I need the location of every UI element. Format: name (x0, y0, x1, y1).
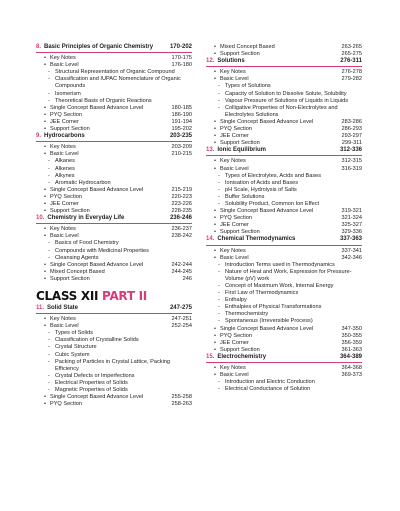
chapter-number: 13. (206, 147, 215, 154)
entry-pages: 191-194 (171, 118, 192, 125)
chapter-title: Chemical Thermodynamics (217, 236, 296, 243)
chapter-heading (206, 147, 362, 156)
class-heading (36, 289, 192, 303)
entry-title: • Key Notes (36, 55, 168, 62)
toc-entry (36, 151, 192, 158)
subtopic: - Classification and IUPAC Nomenclature of Organic Compounds (36, 76, 192, 90)
entry-title: • PYQ Section (206, 215, 338, 222)
left-column (36, 44, 192, 408)
chapter-heading (206, 236, 362, 245)
entry-title: • Mixed Concept Based (36, 269, 168, 276)
entry-title: • Support Section (36, 126, 168, 133)
subtopic: - Basics of Food Chemistry (36, 240, 192, 247)
toc-entry (36, 62, 192, 69)
chapter-pages: 247-275 (169, 305, 192, 311)
entry-pages: 312-315 (341, 158, 362, 165)
entry-pages: 361-363 (341, 346, 362, 353)
chapter-pages: 236-246 (169, 215, 192, 222)
entry-title: • Support Section (36, 208, 168, 215)
chapter-number: 12. (206, 58, 215, 65)
subtopic: - Alkenes (36, 166, 192, 173)
entry-pages: 228-235 (171, 208, 192, 215)
subtopic: - Types of Solutions (206, 83, 362, 90)
entry-title: • PYQ Section (36, 112, 168, 119)
entry-pages: 299-311 (341, 140, 362, 147)
toc-entry (36, 226, 192, 233)
entry-pages: 236-237 (171, 226, 192, 233)
toc-entry (36, 233, 192, 240)
entry-title: • Basic Level (206, 166, 338, 173)
toc-entry (206, 158, 362, 165)
chapter-10 (36, 215, 192, 283)
entry-pages: 316-319 (341, 165, 362, 172)
entry-pages: 321-324 (341, 215, 362, 222)
entry-title: • Single Concept Based Advance Level (206, 208, 338, 215)
subtopic: - Colligative Properties of Non-Electrolytes and Electrolytes Solutions (206, 105, 362, 119)
entry-pages: 325-327 (341, 222, 362, 229)
chapter-pages: 170-202 (169, 44, 192, 50)
entry-pages: 364-368 (341, 365, 362, 372)
chapter-pages: 337-363 (339, 236, 362, 243)
entry-title: • Basic Level (206, 255, 338, 262)
subtopic: - Structural Representation of Organic Compound (36, 69, 192, 76)
toc-entry (206, 372, 362, 379)
subtopic: - Compounds with Medicinal Properties (36, 248, 192, 255)
toc-entry (36, 394, 192, 401)
chapter-title: Chemistry in Everyday Life (47, 215, 125, 222)
toc-entry (36, 187, 192, 194)
subtopic: - Cubic System (36, 352, 192, 359)
chapter-title: Solid State (47, 305, 79, 311)
entry-title: • Single Concept Based Advance Level (36, 105, 168, 112)
entry-title: • Support Section (206, 229, 338, 236)
toc-entry (206, 333, 362, 340)
chapter-pages: 276-311 (340, 58, 362, 65)
toc-entry (206, 208, 362, 215)
subtopic: - Types of Solids (36, 330, 192, 337)
entry-title: • Basic Level (206, 76, 338, 83)
subtopic: - Electrical Conductance of Solution (206, 386, 362, 393)
chapter-pages: 203-235 (169, 133, 192, 140)
toc-entry (206, 255, 362, 262)
subtopic: - Vapour Pressure of Solutions of Liquids in Liquids (206, 98, 362, 105)
entry-title: • Single Concept Based Advance Level (36, 394, 168, 401)
toc-entry (206, 326, 362, 333)
entry-title: • Key Notes (36, 316, 168, 323)
toc-entry (206, 166, 362, 173)
entry-pages: 220-223 (171, 193, 192, 200)
chapter-pages: 364-389 (339, 353, 362, 360)
toc-entry (36, 262, 192, 269)
entry-pages: 210-215 (171, 151, 192, 158)
entry-title: • Key Notes (36, 144, 168, 151)
chapter-11 (36, 305, 192, 408)
subtopic: - Crystal Structure (36, 344, 192, 351)
chapter-8 (36, 44, 192, 133)
right-column (206, 44, 362, 393)
toc-entry (206, 229, 362, 236)
entry-title: • JEE Corner (36, 119, 168, 126)
entry-title: • Basic Level (206, 372, 338, 379)
toc-entry (206, 126, 362, 133)
chapter-15 (206, 354, 362, 393)
toc-entry (206, 215, 362, 222)
entry-pages: 350-355 (341, 332, 362, 339)
toc-entry (206, 347, 362, 354)
toc-entry (36, 208, 192, 215)
toc-entry (206, 140, 362, 147)
entry-pages: 170-175 (171, 55, 192, 62)
toc-entry (206, 51, 362, 58)
entry-pages: 247-251 (171, 316, 192, 323)
chapter-number: 14. (206, 236, 215, 243)
entry-pages: 329-336 (341, 229, 362, 236)
subtopic: - pH Scale, Hydrolysis of Salts (206, 187, 362, 194)
subtopic: - First Law of Thermodynamics (206, 290, 362, 297)
toc-entry (206, 248, 362, 255)
toc-entry (36, 323, 192, 330)
entry-pages: 276-278 (341, 69, 362, 76)
entry-title: • JEE Corner (206, 222, 338, 229)
entry-title: • Basic Level (36, 62, 168, 69)
chapter-pages: 312-336 (339, 147, 362, 154)
chapter-14 (206, 236, 362, 354)
entry-pages: 265-275 (341, 51, 362, 58)
entry-title: • Support Section (206, 140, 339, 147)
toc-entry (206, 119, 362, 126)
toc-entry (206, 69, 362, 76)
entry-pages: 342-346 (341, 254, 362, 261)
entry-title: • JEE Corner (206, 340, 338, 347)
entry-pages: 347-350 (341, 325, 362, 332)
entry-pages: 176-180 (171, 62, 192, 69)
toc-entry (36, 201, 192, 208)
subtopic: - Thermochemistry (206, 311, 362, 318)
entry-title: • Key Notes (206, 248, 338, 255)
entry-pages: 244-245 (171, 268, 192, 275)
entry-title: • Mixed Concept Based (206, 44, 338, 51)
toc-entry (206, 133, 362, 140)
chapter-heading (206, 58, 362, 67)
subtopic: - Alkanes (36, 158, 192, 165)
subtopic: - Electrical Properties of Solids (36, 380, 192, 387)
subtopic: - Capacity of Solution to Dissolve Solute, Solubility (206, 91, 362, 98)
entry-pages: 246 (182, 275, 192, 282)
entry-title: • Single Concept Based Advance Level (206, 326, 338, 333)
toc-entry (36, 55, 192, 62)
toc-entry (36, 316, 192, 323)
toc-entry (206, 365, 362, 372)
subtopic: - Classification of Crystalline Solids (36, 337, 192, 344)
toc-entry (206, 44, 362, 51)
toc-entry (36, 276, 192, 283)
chapter-number: 8. (36, 44, 42, 50)
entry-title: • Basic Level (36, 323, 168, 330)
entry-pages: 293-297 (341, 133, 362, 140)
chapter-number: 9. (36, 133, 42, 140)
subtopic: - Theoretical Basis of Organic Reactions (36, 98, 192, 105)
chapter-title: Basic Principles of Organic Chemistry (44, 44, 154, 50)
entry-pages: 356-359 (341, 339, 362, 346)
entry-title: • Key Notes (206, 365, 338, 372)
chapter-heading (206, 354, 362, 363)
entry-pages: 223-226 (171, 200, 192, 207)
subtopic: - Alkynes (36, 173, 192, 180)
subtopic: - Isomerism (36, 91, 192, 98)
chapter-12 (206, 58, 362, 147)
entry-title: • Support Section (206, 51, 338, 58)
entry-title: • JEE Corner (206, 133, 338, 140)
toc-entry (36, 119, 192, 126)
entry-pages: 286-293 (341, 126, 362, 133)
toc-entry (36, 105, 192, 112)
chapter-heading (36, 133, 192, 142)
entry-pages: 252-254 (171, 323, 192, 330)
chapter-heading (36, 44, 192, 53)
entry-pages: 242-244 (171, 261, 192, 268)
toc-entry (36, 126, 192, 133)
subtopic: - Buffer Solutions (206, 194, 362, 201)
subtopic: - Aromatic Hydrocarbon (36, 180, 192, 187)
chapter-title: Ionic Equilibrium (217, 147, 267, 154)
entry-pages: 195-202 (171, 126, 192, 133)
subtopic: - Enthalpies of Physical Transformations (206, 304, 362, 311)
chapter-title: Hydrocarbons (44, 133, 85, 140)
entry-title: • Single Concept Based Advance Level (206, 119, 338, 126)
chapter-11-continued (206, 44, 362, 58)
subtopic: - Solubility Product, Common Ion Effect (206, 201, 362, 208)
entry-pages: 180-185 (171, 104, 192, 111)
entry-pages: 203-209 (171, 144, 192, 151)
entry-title: • Support Section (36, 276, 180, 283)
entry-pages: 263-265 (341, 44, 362, 50)
entry-title: • Key Notes (36, 226, 168, 233)
entry-pages: 319-321 (341, 208, 362, 215)
toc-entry (36, 194, 192, 201)
subtopic: - Packing of Particles in Crystal Lattice, Packing Efficiency (36, 359, 192, 373)
chapter-number: 11. (36, 305, 45, 311)
entry-title: • Single Concept Based Advance Level (36, 187, 168, 194)
toc-entry (36, 144, 192, 151)
toc-entry (36, 112, 192, 119)
entry-title: • Key Notes (206, 158, 338, 165)
entry-title: • Support Section (206, 347, 338, 354)
class-label: CLASS XII (36, 289, 99, 303)
subtopic: - Introduction and Electric Conduction (206, 379, 362, 386)
toc-entry (36, 401, 192, 408)
entry-title: • PYQ Section (206, 333, 338, 340)
subtopic: - Crystal Defects or Imperfections (36, 373, 192, 380)
entry-title: • PYQ Section (36, 401, 168, 408)
chapter-13 (206, 147, 362, 236)
chapter-title: Solutions (217, 58, 245, 65)
part-label: PART II (102, 289, 147, 303)
entry-pages: 238-242 (171, 233, 192, 240)
entry-title: • JEE Corner (36, 201, 168, 208)
entry-pages: 279-282 (341, 76, 362, 83)
entry-pages: 215-219 (171, 186, 192, 193)
entry-title: • Key Notes (206, 69, 338, 76)
entry-pages: 283-286 (341, 118, 362, 125)
subtopic: - Ionisation of Acids and Bases (206, 180, 362, 187)
toc-entry (206, 222, 362, 229)
entry-pages: 337-341 (341, 247, 362, 254)
toc-entry (206, 340, 362, 347)
chapter-title: Electrochemistry (217, 353, 267, 360)
subtopic: - Concept of Maximum Work, Internal Energy (206, 283, 362, 290)
entry-title: • Basic Level (36, 151, 168, 158)
subtopic: - Introduction Terms used in Thermodynamics (206, 262, 362, 269)
entry-title: • Basic Level (36, 233, 168, 240)
entry-pages: 369-373 (341, 372, 362, 379)
toc-entry (36, 269, 192, 276)
entry-pages: 258-263 (171, 401, 192, 408)
subtopic: - Cleansing Agents (36, 255, 192, 262)
subtopic: - Nature of Heat and Work, Expression for Pressure-Volume (pV) work (206, 269, 362, 283)
chapter-number: 15. (206, 353, 215, 360)
subtopic: - Enthalpy (206, 297, 362, 304)
subtopic: - Spontaneous (Irreversible Process) (206, 318, 362, 325)
entry-pages: 255-258 (171, 394, 192, 401)
entry-pages: 186-190 (171, 111, 192, 118)
chapter-heading (36, 305, 192, 314)
entry-title: • Single Concept Based Advance Level (36, 262, 168, 269)
toc-entry (206, 76, 362, 83)
subtopic: - Magnetic Properties of Solids (36, 387, 192, 394)
subtopic: - Types of Electrolytes, Acids and Bases (206, 173, 362, 180)
chapter-9 (36, 133, 192, 215)
chapter-number: 10. (36, 215, 45, 222)
entry-title: • PYQ Section (36, 194, 168, 201)
chapter-heading (36, 215, 192, 224)
entry-title: • PYQ Section (206, 126, 338, 133)
